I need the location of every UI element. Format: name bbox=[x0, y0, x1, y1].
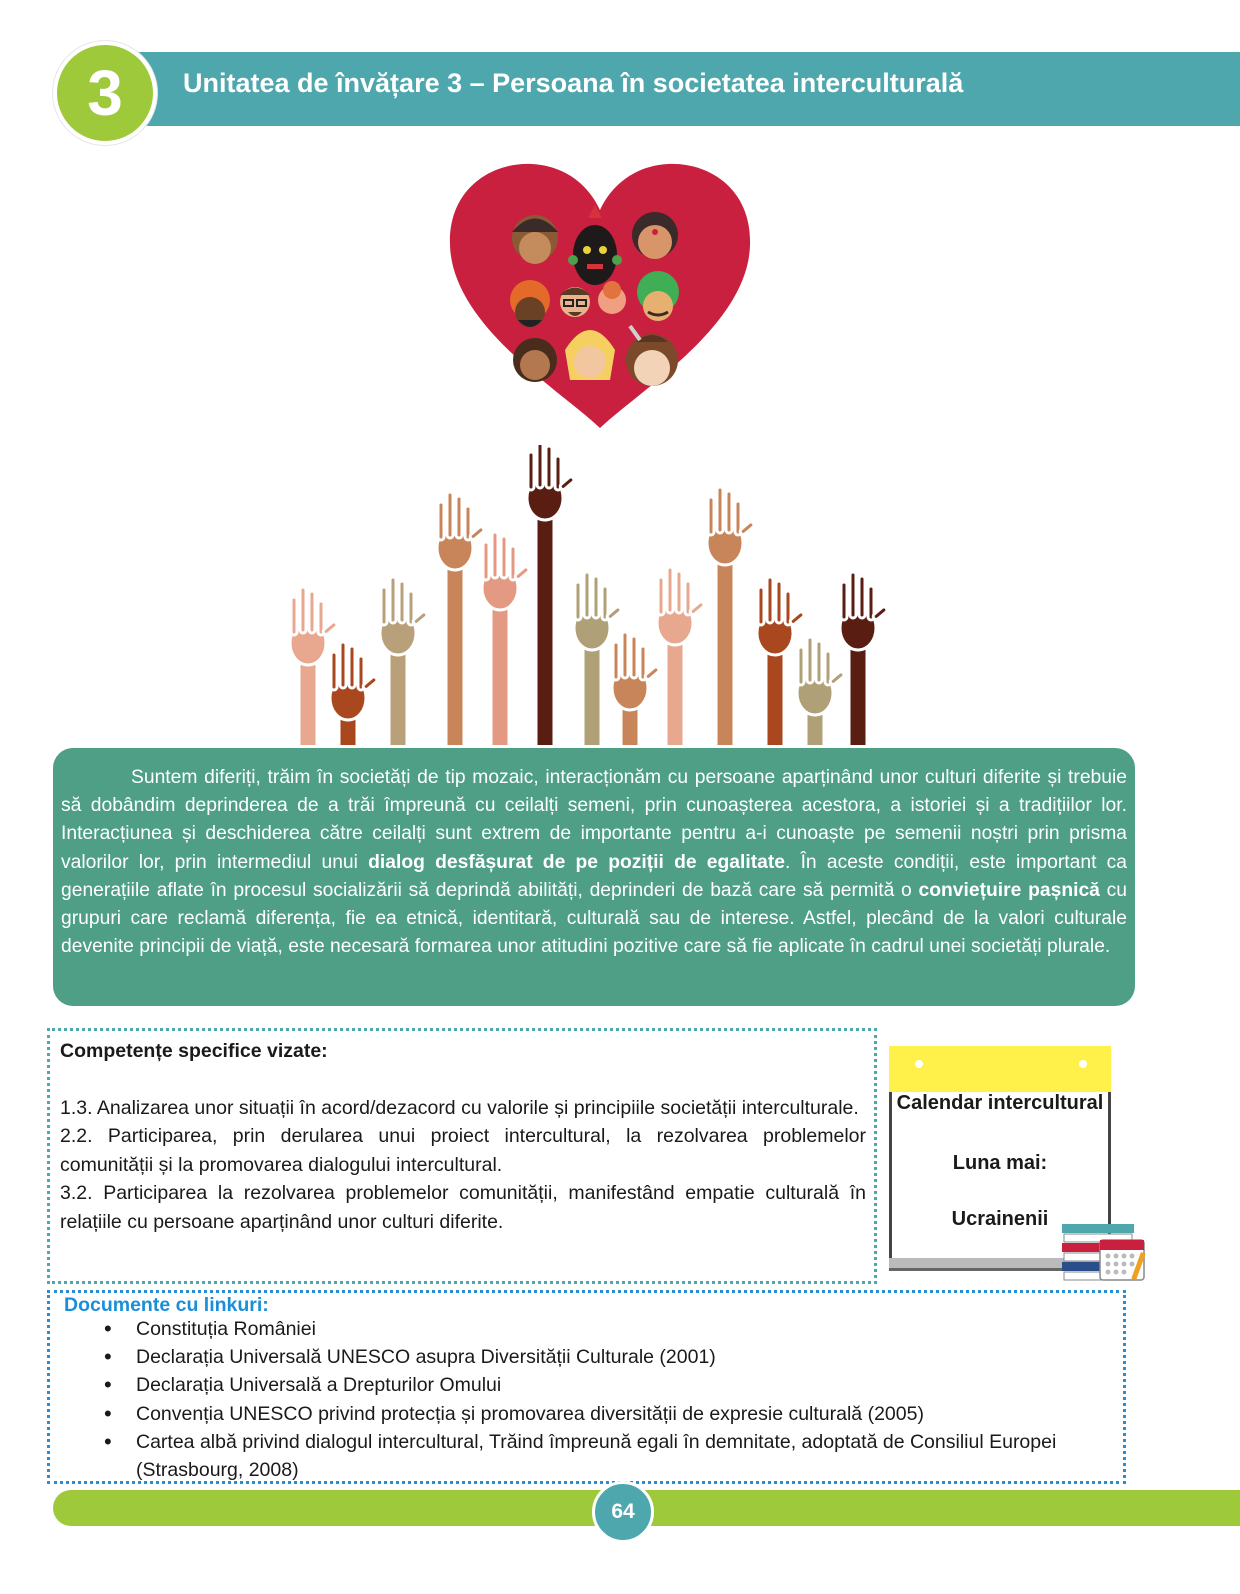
heart-faces-illustration bbox=[440, 150, 760, 435]
documents-list bbox=[64, 1315, 1113, 1484]
calendar-title: Calendar intercultural bbox=[896, 1092, 1104, 1114]
hand-icon bbox=[380, 577, 428, 745]
competences-title: Competențe specifice vizate: bbox=[60, 1040, 328, 1062]
hand-icon bbox=[840, 572, 888, 745]
hand-icon bbox=[707, 487, 755, 745]
unit-number-badge bbox=[53, 41, 157, 145]
documents-title: Documente cu linkuri: bbox=[64, 1294, 269, 1316]
document-link[interactable]: • Constituția României bbox=[104, 1315, 1113, 1343]
face-icon bbox=[513, 338, 557, 382]
unit-number: 3 bbox=[87, 57, 123, 129]
hand-icon bbox=[437, 492, 485, 745]
hand-icon bbox=[527, 445, 575, 745]
books-calendar-icon bbox=[1060, 1220, 1150, 1286]
raised-hands-illustration bbox=[270, 445, 910, 745]
document-link[interactable]: • Declarația Universală UNESCO asupra Diversității Culturale (2001) bbox=[104, 1343, 1113, 1371]
hand-icon bbox=[657, 567, 705, 745]
intro-bold-coexistence: conviețuire pașnică bbox=[918, 879, 1100, 901]
page-number-badge bbox=[592, 1481, 654, 1543]
hand-icon bbox=[482, 532, 530, 745]
intro-text-part1: Suntem diferiți, trăim în societăți de tip mozaic, interacționăm cu persoane aparținând unor culturi diferite și trebuie să dobândim deprinderea de a trăi împreună cu ceilalți semeni, prin cunoașterea acestora, a istoriei și a tradițiilor lor. Interacțiunea și deschiderea către ceilalți sunt extrem de importante pentru a-i cunoaște pe semenii noștri prin prisma valorilor lor, prin intermediul unui bbox=[61, 767, 1127, 873]
calendar-ring-icon bbox=[915, 1060, 923, 1068]
hand-icon bbox=[612, 632, 660, 745]
intro-text-box bbox=[53, 748, 1135, 1006]
page-number: 64 bbox=[611, 1500, 635, 1523]
intro-bold-dialog: dialog desfășurat de pe poziții de egalitate bbox=[368, 851, 786, 873]
competences-box bbox=[47, 1028, 877, 1284]
glasses-face-icon bbox=[560, 287, 590, 317]
calendar-ring-icon bbox=[1079, 1060, 1087, 1068]
documents-box bbox=[47, 1290, 1126, 1484]
page-title: Unitatea de învățare 3 – Persoana în societatea interculturală bbox=[183, 68, 964, 98]
competence-item: 2.2. Participarea, prin derularea unui proiect intercultural, la rezolvarea problemelor comunității și la promovarea dialogului intercultural. bbox=[60, 1125, 866, 1176]
document-link[interactable]: • Cartea albă privind dialogul intercultural, Trăind împreună egali în demnitate, adoptată de Consiliul Europei (Strasbourg, 2008) bbox=[104, 1428, 1113, 1484]
competence-item: 1.3. Analizarea unor situații în acord/dezacord cu valorile și principiile societății interculturale. bbox=[60, 1096, 859, 1119]
hand-icon bbox=[330, 642, 378, 745]
hand-icon bbox=[797, 637, 845, 745]
document-link[interactable]: • Declarația Universală a Drepturilor Omului bbox=[104, 1371, 1113, 1399]
calendar-group: Ucrainenii bbox=[951, 1208, 1049, 1230]
intro-text-part2: . În aceste condiții, este important ca generațiile aflate în procesul socializării să deprindă abilități, deprinderi de bază care să permită o bbox=[61, 851, 1127, 901]
intro-text-part3: cu grupuri care reclamă diferența, fie ea etnică, identitară, culturală sau de interese. Astfel, plecând de la valori culturale devenite principii de viață, este necesară formarea unor atitudini pozitive care să fie aplicate în cadrul unei societăți plurale. bbox=[61, 879, 1127, 958]
competence-item: 3.2. Participarea la rezolvarea problemelor comunității, manifestând empatie culturală în relațiile cu persoane aparținând unor culturi diferite. bbox=[60, 1182, 866, 1233]
calendar-month-label: Luna mai: bbox=[952, 1152, 1048, 1174]
calendar-header bbox=[889, 1046, 1111, 1092]
document-link[interactable]: • Convenția UNESCO privind protecția și promovarea diversității de expresie culturală (2005) bbox=[104, 1400, 1113, 1428]
